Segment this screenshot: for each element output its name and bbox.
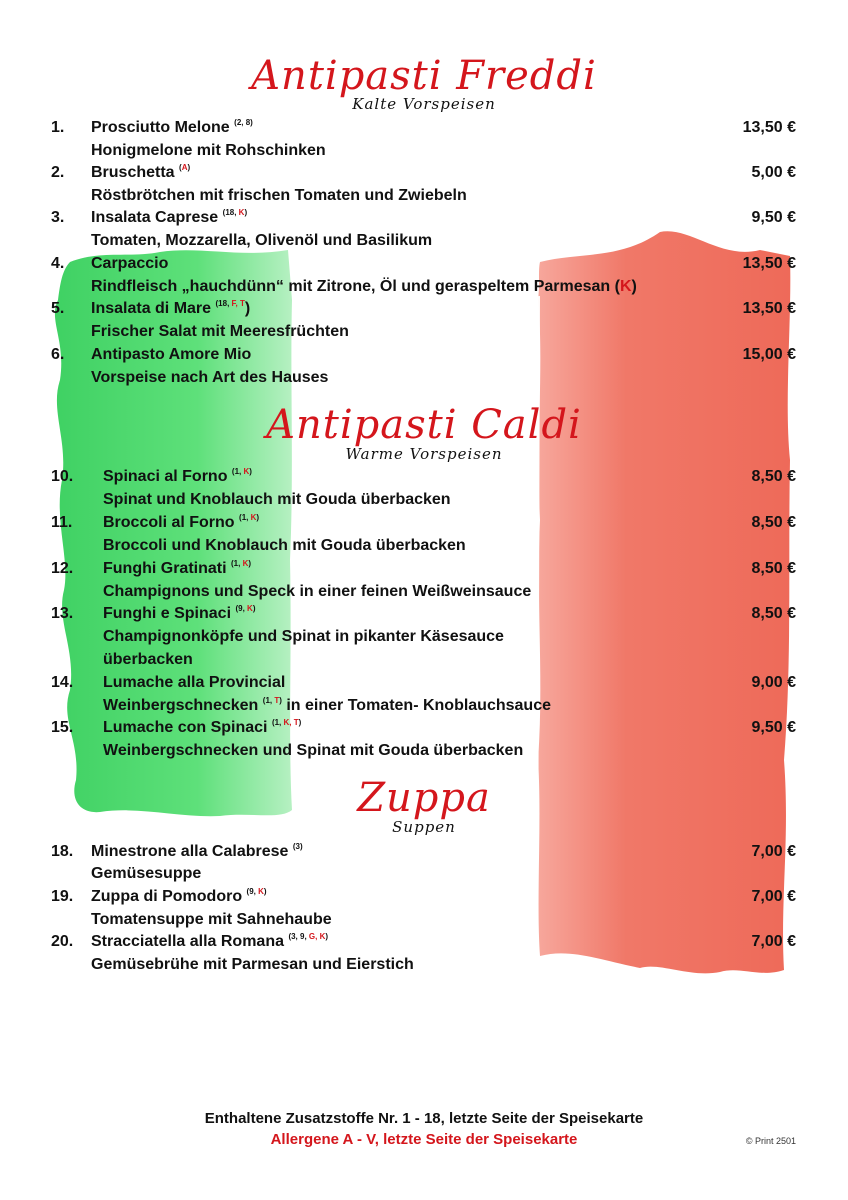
item-number: 5. [51,300,65,317]
menu-item-11 [0,511,848,534]
section-subtitle-warme-vorspeisen: Warme Vorspeisen [345,445,503,463]
item-price: 13,50 € [742,300,796,317]
item-description: Honigmelone mit Rohschinken [91,142,326,159]
additive-codes: (1, K) [239,513,260,522]
item-description: Weinbergschnecken und Spinat mit Gouda überbacken [103,742,524,759]
additive-codes: (18, F, T [215,299,245,308]
item-description: Champignons und Speck in einer feinen Weißweinsauce [103,583,532,600]
item-description: Röstbrötchen mit frischen Tomaten und Zwiebeln [91,187,467,204]
print-code: © Print 2501 [745,1136,796,1146]
item-number: 2. [51,164,65,181]
menu-item-14 [0,671,848,694]
item-price: 13,50 € [742,255,796,272]
item-description: Champignonköpfe und Spinat in pikanter Käsesauce [103,628,504,645]
item-description: Tomaten, Mozzarella, Olivenöl und Basilikum [91,232,433,249]
item-name: Stracciatella alla Romana $^{(3, 9, G, K)}$ [91,932,329,950]
additive-codes: (3, 9, G, K) [288,932,329,941]
item-description: Tomatensuppe mit Sahnehaube [91,911,332,928]
item-price: 8,50 € [751,514,796,531]
item-number: 18. [51,843,74,860]
item-name: Insalata Caprese $^{(18, K)}$ [91,208,248,226]
additive-codes: (3) [292,842,303,851]
item-name: Prosciutto Melone $^{(2, 8)}$ [91,118,253,136]
menu-item-4 [0,252,848,275]
section-title-antipasti-caldi: Antipasti Caldi [266,402,582,448]
item-number: 15. [51,719,74,736]
allergen-codes: (A) [179,163,191,172]
item-price: 7,00 € [751,888,796,905]
item-number: 13. [51,605,74,622]
item-number: 6. [51,346,65,363]
item-description: Gemüsesuppe [91,865,202,882]
additive-codes: (18, K) [222,208,248,217]
menu-item-10 [0,465,848,488]
item-price: 7,00 € [751,843,796,860]
item-name: Lumache con Spinaci $^{(1, K, T)}$ [103,718,302,736]
item-description: Weinbergschnecken $^{(1, T)}$ in einer Tomaten- Knoblauchsauce [103,696,551,714]
item-name: Insalata di Mare $^{(18, F, T}$) [91,299,251,317]
additive-codes: (1, K) [231,559,252,568]
additive-codes: (1, K, T) [271,718,302,727]
section-subtitle-kalte-vorspeisen: Kalte Vorspeisen [352,95,496,113]
item-price: 8,50 € [751,605,796,622]
menu-item-18 [0,840,848,863]
item-number: 1. [51,119,65,136]
item-number: 19. [51,888,74,905]
item-price: 9,50 € [751,719,796,736]
item-name: Funghi Gratinati $^{(1, K)}$ [103,559,252,577]
item-price: 8,50 € [751,560,796,577]
item-name: Antipasto Amore Mio [91,346,252,363]
item-name: Carpaccio [91,255,169,272]
menu-item-1 [0,116,848,139]
item-name: Broccoli al Forno $^{(1, K)}$ [103,513,260,531]
item-description: Gemüsebrühe mit Parmesan und Eierstich [91,956,414,973]
item-number: 10. [51,468,74,485]
item-price: 13,50 € [742,119,796,136]
item-name: Lumache alla Provincial [103,674,286,691]
item-price: 9,00 € [751,674,796,691]
menu-item-20 [0,930,848,953]
additive-codes: (1, K) [231,467,252,476]
item-price: 8,50 € [751,468,796,485]
section-subtitle-suppen: Suppen [392,818,456,836]
item-description: Rindfleisch „hauchdünn“ mit Zitrone, Öl und geraspeltem Parmesan (K) [91,278,637,295]
item-number: 4. [51,255,65,272]
item-number: 20. [51,933,74,950]
item-name: Funghi e Spinaci $^{(9, K)}$ [103,604,256,622]
additives-note: Enthaltene Zusatzstoffe Nr. 1 - 18, letzte Seite der Speisekarte [204,1110,644,1127]
item-number: 14. [51,674,74,691]
item-description-continued: überbacken [103,651,193,668]
item-number: 11. [51,514,73,531]
item-number: 12. [51,560,74,577]
section-title-antipasti-freddi: Antipasti Freddi [251,53,597,99]
item-name: Zuppa di Pomodoro $^{(9, K)}$ [91,887,267,905]
item-price: 7,00 € [751,933,796,950]
item-number: 3. [51,209,65,226]
menu-item-2 [0,161,848,184]
item-description: Frischer Salat mit Meeresfrüchten [91,323,349,340]
menu-item-13 [0,602,848,625]
additive-codes: (1, T) [262,696,282,705]
menu-item-3 [0,206,848,229]
item-description: Spinat und Knoblauch mit Gouda überbacken [103,491,451,508]
item-price: 15,00 € [742,346,796,363]
item-name: Bruschetta $^{(A)}$ [91,163,191,181]
menu-item-5 [0,297,848,320]
additive-codes: (9, K) [235,604,256,613]
additive-codes: (2, 8) [234,118,253,127]
additive-codes: (9, K) [246,887,267,896]
item-price: 9,50 € [751,209,796,226]
item-description: Vorspeise nach Art des Hauses [91,369,329,386]
menu-item-19 [0,885,848,908]
menu-item-15 [0,716,848,739]
menu-item-6 [0,343,848,366]
allergens-note: Allergene A - V, letzte Seite der Speisekarte [270,1131,578,1148]
item-price: 5,00 € [751,164,796,181]
menu-item-12 [0,557,848,580]
section-title-zuppa: Zuppa [357,775,491,821]
item-name: Spinaci al Forno $^{(1, K)}$ [103,467,252,485]
item-name: Minestrone alla Calabrese $^{(3)}$ [91,842,303,860]
item-description: Broccoli und Knoblauch mit Gouda überbacken [103,537,466,554]
